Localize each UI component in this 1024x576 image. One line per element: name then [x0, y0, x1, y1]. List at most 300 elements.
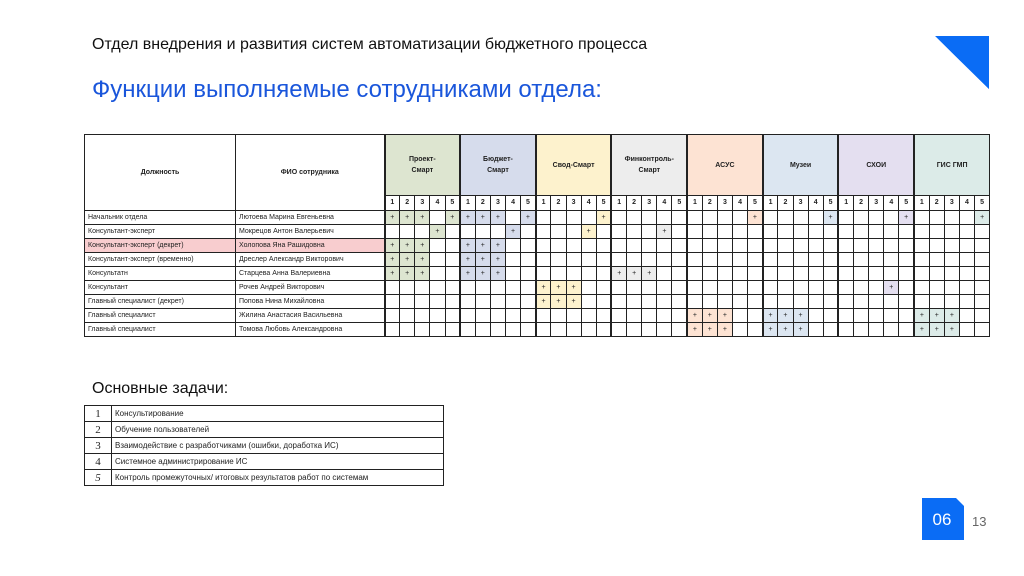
functions-table	[84, 134, 990, 337]
mark-cell	[869, 211, 884, 225]
mark-cell	[899, 323, 914, 337]
mark-cell	[627, 239, 642, 253]
mark-cell	[838, 281, 853, 295]
subnumber-cell: 4	[732, 196, 747, 211]
table-row	[85, 267, 990, 281]
mark-cell	[385, 295, 400, 309]
mark-cell: +	[748, 211, 763, 225]
mark-cell: +	[506, 225, 521, 239]
table-row	[85, 295, 990, 309]
task-number: 1	[85, 406, 112, 422]
mark-cell	[808, 211, 823, 225]
mark-cell	[642, 309, 657, 323]
mark-cell	[717, 239, 732, 253]
mark-cell	[672, 295, 687, 309]
mark-cell: +	[717, 323, 732, 337]
mark-cell	[581, 253, 596, 267]
mark-cell	[732, 309, 747, 323]
mark-cell	[430, 211, 445, 225]
subnumber-cell: 2	[702, 196, 717, 211]
mark-cell: +	[385, 267, 400, 281]
mark-cell	[445, 239, 460, 253]
mark-cell	[732, 225, 747, 239]
system-header: Финконтроль- Смарт	[611, 135, 687, 196]
subnumber-cell: 1	[838, 196, 853, 211]
mark-cell	[551, 267, 566, 281]
mark-cell: +	[823, 211, 838, 225]
mark-cell	[581, 309, 596, 323]
mark-cell	[732, 211, 747, 225]
mark-cell	[732, 267, 747, 281]
mark-cell	[793, 295, 808, 309]
mark-cell	[596, 239, 611, 253]
mark-cell	[748, 323, 763, 337]
mark-cell	[657, 267, 672, 281]
position-cell: Консультант-эксперт (декрет)	[85, 239, 236, 253]
mark-cell: +	[460, 267, 475, 281]
mark-cell	[884, 225, 899, 239]
mark-cell: +	[944, 323, 959, 337]
mark-cell	[627, 253, 642, 267]
name-cell: Лютоева Марина Евгеньевна	[236, 211, 385, 225]
mark-cell	[430, 295, 445, 309]
subnumber-cell: 1	[687, 196, 702, 211]
mark-cell	[596, 253, 611, 267]
mark-cell	[430, 239, 445, 253]
mark-cell: +	[687, 309, 702, 323]
mark-cell	[929, 281, 944, 295]
mark-cell	[415, 323, 430, 337]
page-number: 13	[972, 514, 987, 529]
mark-cell	[717, 295, 732, 309]
mark-cell	[808, 323, 823, 337]
mark-cell	[642, 323, 657, 337]
mark-cell	[490, 281, 505, 295]
mark-cell	[944, 281, 959, 295]
mark-cell	[854, 211, 869, 225]
mark-cell	[732, 239, 747, 253]
mark-cell: +	[657, 225, 672, 239]
subnumber-cell: 5	[521, 196, 536, 211]
mark-cell	[445, 281, 460, 295]
mark-cell	[869, 267, 884, 281]
task-row	[85, 454, 444, 470]
mark-cell	[763, 281, 778, 295]
mark-cell	[914, 267, 929, 281]
table-row	[85, 281, 990, 295]
mark-cell	[657, 281, 672, 295]
subnumber-cell: 1	[611, 196, 626, 211]
mark-cell	[748, 225, 763, 239]
mark-cell	[959, 323, 974, 337]
mark-cell	[793, 267, 808, 281]
mark-cell	[914, 281, 929, 295]
mark-cell	[430, 309, 445, 323]
mark-cell: +	[717, 309, 732, 323]
subnumber-cell: 3	[717, 196, 732, 211]
mark-cell	[793, 225, 808, 239]
system-header: СХОИ	[838, 135, 914, 196]
mark-cell	[838, 211, 853, 225]
task-number: 2	[85, 422, 112, 438]
mark-cell	[415, 281, 430, 295]
mark-cell	[808, 295, 823, 309]
mark-cell	[521, 267, 536, 281]
mark-cell	[702, 281, 717, 295]
name-cell: Старцева Анна Валериевна	[236, 267, 385, 281]
mark-cell	[611, 225, 626, 239]
mark-cell	[929, 239, 944, 253]
mark-cell	[854, 225, 869, 239]
mark-cell: +	[460, 239, 475, 253]
mark-cell	[536, 211, 551, 225]
task-row	[85, 422, 444, 438]
mark-cell	[460, 323, 475, 337]
mark-cell	[778, 211, 793, 225]
mark-cell	[642, 239, 657, 253]
subnumber-cell: 3	[490, 196, 505, 211]
mark-cell: +	[551, 295, 566, 309]
mark-cell	[884, 295, 899, 309]
mark-cell: +	[929, 309, 944, 323]
mark-cell	[521, 309, 536, 323]
mark-cell	[385, 323, 400, 337]
name-cell: Рочев Андрей Викторович	[236, 281, 385, 295]
mark-cell	[944, 253, 959, 267]
mark-cell	[551, 253, 566, 267]
mark-cell	[657, 253, 672, 267]
system-header: Свод-Смарт	[536, 135, 612, 196]
mark-cell	[838, 295, 853, 309]
corner-logo-icon	[935, 36, 989, 89]
mark-cell	[581, 323, 596, 337]
table-row	[85, 211, 990, 225]
mark-cell	[899, 267, 914, 281]
mark-cell	[611, 211, 626, 225]
mark-cell	[959, 309, 974, 323]
mark-cell	[975, 267, 990, 281]
mark-cell	[506, 281, 521, 295]
mark-cell	[385, 225, 400, 239]
mark-cell	[959, 295, 974, 309]
mark-cell	[944, 211, 959, 225]
mark-cell	[627, 309, 642, 323]
mark-cell	[551, 211, 566, 225]
position-cell: Консультатн	[85, 267, 236, 281]
mark-cell	[566, 267, 581, 281]
mark-cell	[884, 309, 899, 323]
mark-cell	[732, 323, 747, 337]
mark-cell	[627, 211, 642, 225]
mark-cell	[854, 295, 869, 309]
task-row	[85, 470, 444, 486]
mark-cell	[944, 267, 959, 281]
mark-cell	[445, 267, 460, 281]
mark-cell: +	[581, 225, 596, 239]
mark-cell: +	[385, 211, 400, 225]
mark-cell	[914, 239, 929, 253]
mark-cell	[521, 323, 536, 337]
mark-cell	[385, 281, 400, 295]
mark-cell: +	[385, 253, 400, 267]
mark-cell: +	[884, 281, 899, 295]
table-row	[85, 225, 990, 239]
task-number: 3	[85, 438, 112, 454]
mark-cell	[611, 309, 626, 323]
mark-cell	[808, 267, 823, 281]
task-label: Обучение пользователей	[112, 422, 444, 438]
mark-cell	[702, 211, 717, 225]
mark-cell	[717, 281, 732, 295]
mark-cell	[929, 253, 944, 267]
mark-cell: +	[536, 281, 551, 295]
mark-cell	[778, 295, 793, 309]
mark-cell	[445, 295, 460, 309]
mark-cell	[642, 225, 657, 239]
mark-cell	[672, 281, 687, 295]
subnumber-cell: 2	[929, 196, 944, 211]
mark-cell: +	[475, 239, 490, 253]
mark-cell	[657, 239, 672, 253]
mark-cell	[415, 225, 430, 239]
subnumber-cell: 5	[748, 196, 763, 211]
mark-cell	[914, 211, 929, 225]
mark-cell	[506, 323, 521, 337]
subnumber-cell: 5	[823, 196, 838, 211]
subnumber-cell: 2	[778, 196, 793, 211]
subnumber-cell: 2	[400, 196, 415, 211]
subnumber-cell: 1	[385, 196, 400, 211]
mark-cell	[823, 239, 838, 253]
mark-cell: +	[490, 239, 505, 253]
name-cell: Попова Нина Михайловна	[236, 295, 385, 309]
mark-cell	[551, 323, 566, 337]
subnumber-cell: 4	[430, 196, 445, 211]
mark-cell	[687, 253, 702, 267]
mark-cell	[929, 211, 944, 225]
mark-cell	[445, 253, 460, 267]
mark-cell	[748, 295, 763, 309]
mark-cell	[627, 323, 642, 337]
mark-cell	[884, 253, 899, 267]
col-header-position: Должность	[85, 135, 236, 211]
mark-cell: +	[521, 211, 536, 225]
mark-cell: +	[793, 309, 808, 323]
mark-cell	[854, 281, 869, 295]
mark-cell: +	[385, 239, 400, 253]
mark-cell	[702, 267, 717, 281]
mark-cell	[642, 295, 657, 309]
mark-cell	[521, 253, 536, 267]
mark-cell	[808, 225, 823, 239]
mark-cell	[521, 225, 536, 239]
mark-cell	[732, 295, 747, 309]
subnumber-cell: 3	[642, 196, 657, 211]
mark-cell	[884, 323, 899, 337]
mark-cell: +	[687, 323, 702, 337]
mark-cell	[611, 323, 626, 337]
mark-cell	[838, 323, 853, 337]
mark-cell	[657, 211, 672, 225]
mark-cell	[475, 295, 490, 309]
name-cell: Томова Любовь Александровна	[236, 323, 385, 337]
mark-cell	[445, 225, 460, 239]
table-row	[85, 239, 990, 253]
mark-cell	[944, 225, 959, 239]
mark-cell: +	[914, 323, 929, 337]
col-header-name: ФИО сотрудника	[236, 135, 385, 211]
mark-cell: +	[415, 253, 430, 267]
mark-cell: +	[944, 309, 959, 323]
name-cell: Мокрецов Антон Валерьевич	[236, 225, 385, 239]
system-header: Бюджет- Смарт	[460, 135, 536, 196]
mark-cell	[581, 295, 596, 309]
mark-cell	[763, 267, 778, 281]
system-header: Музеи	[763, 135, 839, 196]
mark-cell	[959, 267, 974, 281]
mark-cell	[748, 281, 763, 295]
subnumber-cell: 2	[627, 196, 642, 211]
mark-cell: +	[460, 253, 475, 267]
mark-cell	[460, 281, 475, 295]
mark-cell	[490, 323, 505, 337]
position-cell: Главный специалист	[85, 309, 236, 323]
mark-cell	[536, 323, 551, 337]
mark-cell	[596, 309, 611, 323]
mark-cell	[642, 281, 657, 295]
page-subtitle: Отдел внедрения и развития систем автоматизации бюджетного процесса	[92, 36, 648, 53]
subnumber-cell: 4	[808, 196, 823, 211]
subnumber-cell: 2	[475, 196, 490, 211]
mark-cell	[914, 225, 929, 239]
mark-cell	[869, 253, 884, 267]
mark-cell	[430, 253, 445, 267]
mark-cell	[672, 239, 687, 253]
task-label: Консультирование	[112, 406, 444, 422]
mark-cell	[975, 253, 990, 267]
mark-cell	[536, 309, 551, 323]
mark-cell: +	[566, 281, 581, 295]
position-cell: Консультант	[85, 281, 236, 295]
mark-cell	[687, 225, 702, 239]
mark-cell	[506, 295, 521, 309]
mark-cell	[899, 309, 914, 323]
mark-cell: +	[642, 267, 657, 281]
mark-cell	[551, 239, 566, 253]
mark-cell	[596, 281, 611, 295]
mark-cell: +	[415, 267, 430, 281]
mark-cell	[506, 239, 521, 253]
name-cell: Дреслер Александр Викторович	[236, 253, 385, 267]
mark-cell: +	[490, 211, 505, 225]
mark-cell: +	[400, 267, 415, 281]
mark-cell	[808, 239, 823, 253]
subnumber-cell: 3	[566, 196, 581, 211]
mark-cell	[657, 323, 672, 337]
mark-cell	[506, 253, 521, 267]
mark-cell	[944, 295, 959, 309]
mark-cell	[687, 267, 702, 281]
mark-cell	[627, 225, 642, 239]
mark-cell	[566, 239, 581, 253]
task-number: 4	[85, 454, 112, 470]
mark-cell	[959, 239, 974, 253]
position-cell: Главный специалист	[85, 323, 236, 337]
mark-cell	[854, 267, 869, 281]
subnumber-cell: 1	[460, 196, 475, 211]
subnumber-cell: 3	[415, 196, 430, 211]
subnumber-cell: 3	[869, 196, 884, 211]
mark-cell	[732, 253, 747, 267]
mark-cell: +	[793, 323, 808, 337]
mark-cell	[823, 267, 838, 281]
mark-cell	[823, 295, 838, 309]
mark-cell	[793, 239, 808, 253]
table-row	[85, 309, 990, 323]
mark-cell	[445, 323, 460, 337]
task-row	[85, 438, 444, 454]
mark-cell	[975, 239, 990, 253]
mark-cell	[869, 239, 884, 253]
mark-cell	[400, 281, 415, 295]
system-header: ГИС ГМП	[914, 135, 990, 196]
position-cell: Начальник отдела	[85, 211, 236, 225]
position-cell: Консультант-эксперт (временно)	[85, 253, 236, 267]
task-number: 5	[85, 470, 112, 486]
mark-cell	[611, 239, 626, 253]
mark-cell	[702, 225, 717, 239]
mark-cell	[611, 253, 626, 267]
mark-cell	[415, 295, 430, 309]
mark-cell	[869, 295, 884, 309]
mark-cell	[596, 267, 611, 281]
mark-cell	[959, 281, 974, 295]
mark-cell	[657, 309, 672, 323]
mark-cell	[521, 295, 536, 309]
mark-cell: +	[475, 211, 490, 225]
mark-cell	[672, 225, 687, 239]
mark-cell	[581, 211, 596, 225]
mark-cell	[596, 225, 611, 239]
subnumber-cell: 5	[975, 196, 990, 211]
mark-cell	[506, 309, 521, 323]
mark-cell: +	[490, 253, 505, 267]
mark-cell	[914, 295, 929, 309]
mark-cell	[778, 281, 793, 295]
mark-cell	[566, 211, 581, 225]
mark-cell: +	[702, 323, 717, 337]
mark-cell	[808, 281, 823, 295]
mark-cell	[672, 309, 687, 323]
mark-cell	[854, 253, 869, 267]
mark-cell	[400, 225, 415, 239]
mark-cell	[959, 253, 974, 267]
subnumber-cell: 2	[551, 196, 566, 211]
mark-cell	[415, 309, 430, 323]
system-header: Проект- Смарт	[385, 135, 461, 196]
mark-cell: +	[460, 211, 475, 225]
mark-cell	[732, 281, 747, 295]
mark-cell	[899, 239, 914, 253]
task-label: Системное администрирование ИС	[112, 454, 444, 470]
mark-cell	[717, 253, 732, 267]
mark-cell	[914, 253, 929, 267]
mark-cell	[566, 323, 581, 337]
mark-cell	[763, 225, 778, 239]
tasks-table	[84, 405, 444, 486]
name-cell: Жилина Анастасия Васильевна	[236, 309, 385, 323]
mark-cell	[506, 211, 521, 225]
